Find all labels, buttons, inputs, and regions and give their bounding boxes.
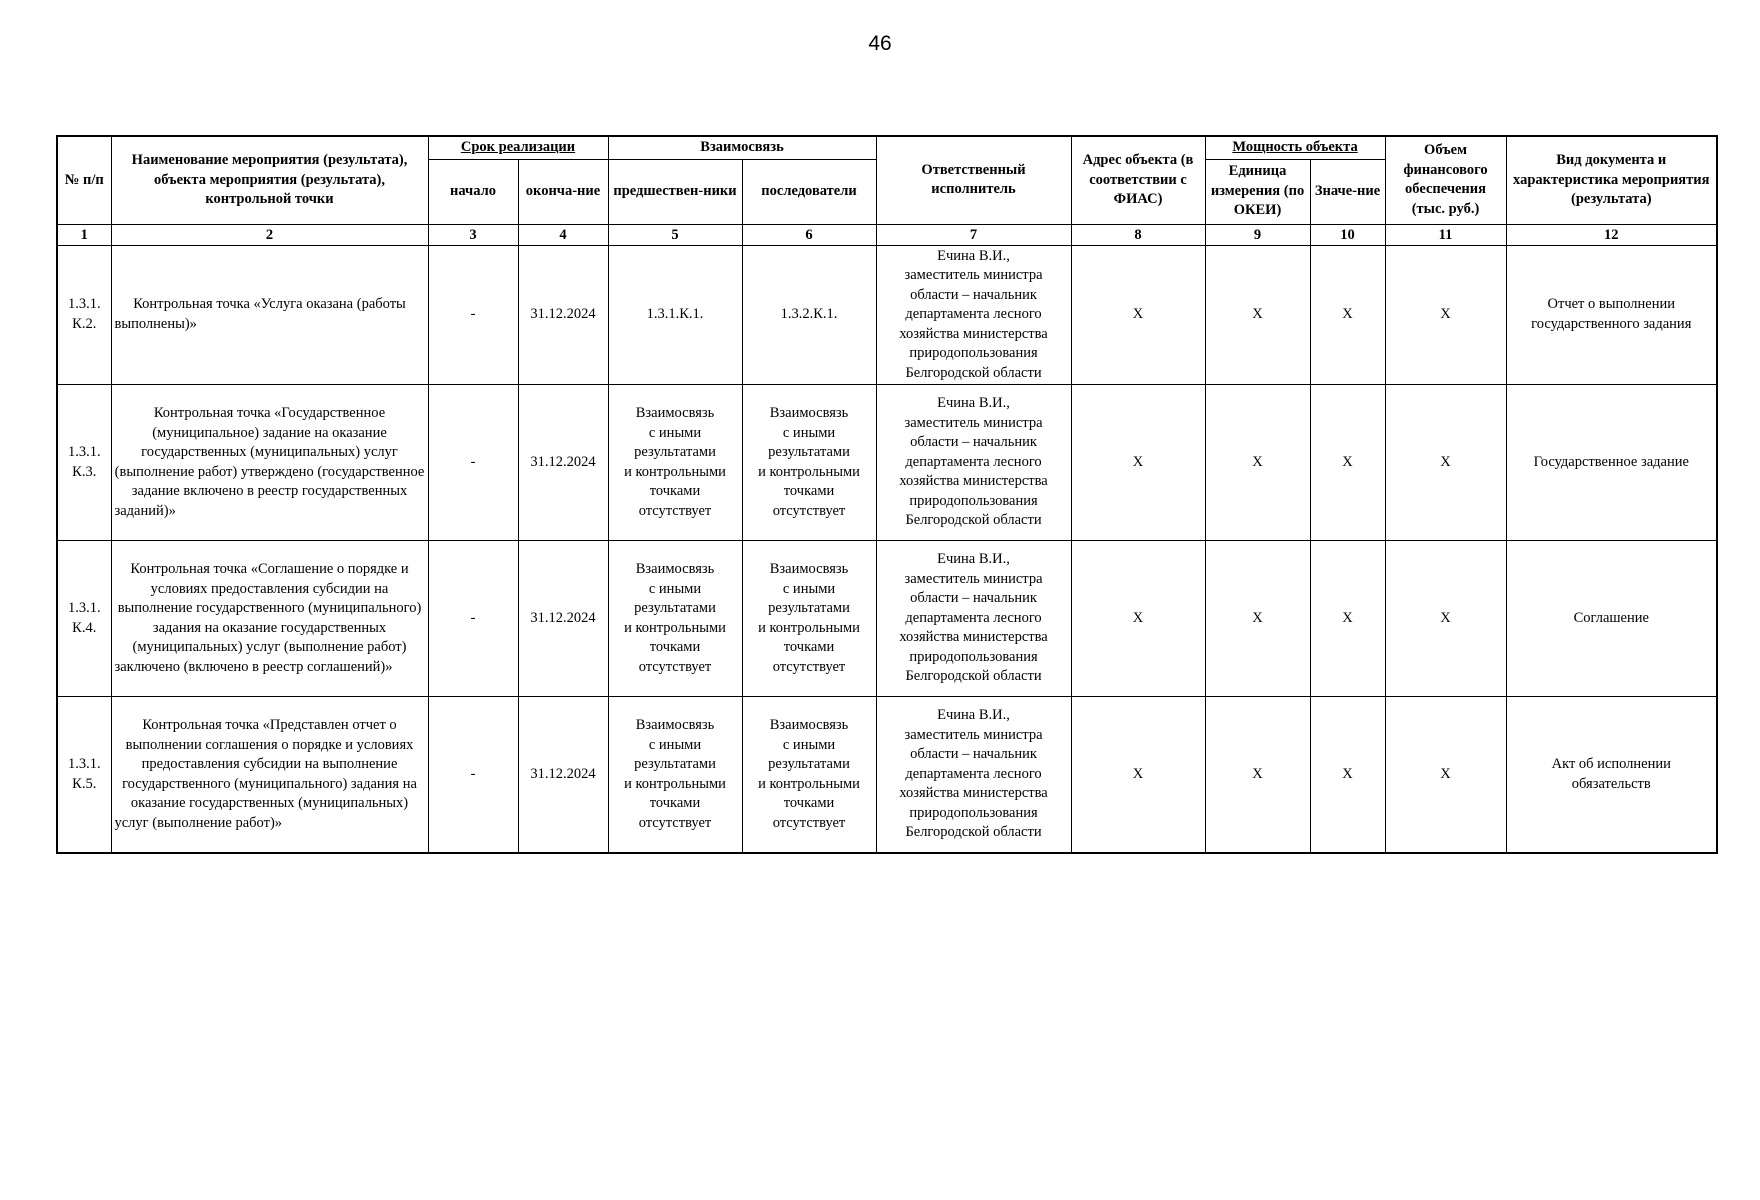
row-number: 1.3.1. К.3.: [57, 385, 111, 541]
row-address: Х: [1071, 697, 1205, 854]
row-number: 1.3.1. К.5.: [57, 697, 111, 854]
row-unit: Х: [1205, 245, 1310, 385]
row-address: Х: [1071, 385, 1205, 541]
row-start: -: [428, 541, 518, 697]
row-start: -: [428, 697, 518, 854]
header-capacity-group: [1205, 136, 1385, 159]
header-value: Значе-ние: [1310, 159, 1385, 224]
header-relation-group: Взаимосвязь: [608, 136, 876, 159]
column-number: 2: [111, 224, 428, 245]
row-document: Акт об исполнении обязательств: [1506, 697, 1717, 854]
row-address: Х: [1071, 541, 1205, 697]
table-row: [57, 245, 1717, 385]
header-finance: Объем финансового обеспечения (тыс. руб.): [1385, 136, 1506, 224]
row-number: 1.3.1. К.2.: [57, 245, 111, 385]
header-capacity-label: Мощность объекта: [1232, 139, 1358, 155]
implementation-plan-table: [56, 135, 1718, 854]
header-unit: Единица измерения (по ОКЕИ): [1205, 159, 1310, 224]
column-number: 10: [1310, 224, 1385, 245]
row-document: Соглашение: [1506, 541, 1717, 697]
header-num: № п/п: [57, 136, 111, 224]
header-period-label: Срок реализации: [460, 139, 576, 155]
row-value: Х: [1310, 245, 1385, 385]
header-name: Наименование мероприятия (результата), объекта мероприятия (результата), контрольной точки: [111, 136, 428, 224]
row-start: -: [428, 385, 518, 541]
row-unit: Х: [1205, 385, 1310, 541]
row-responsible: Ечина В.И., заместитель министра области – начальник департамента лесного хозяйства министерства природопользования Белгородской области: [876, 541, 1071, 697]
table-row: [57, 385, 1717, 541]
row-start: -: [428, 245, 518, 385]
row-successors: 1.3.2.К.1.: [742, 245, 876, 385]
row-finance: Х: [1385, 385, 1506, 541]
column-number: 11: [1385, 224, 1506, 245]
row-value: Х: [1310, 541, 1385, 697]
header-responsible: Ответственный исполнитель: [876, 136, 1071, 224]
column-number: 5: [608, 224, 742, 245]
row-successors: Взаимосвязь с иными результатами и контрольными точками отсутствует: [742, 697, 876, 854]
header-document: Вид документа и характеристика мероприятия (результата): [1506, 136, 1717, 224]
header-end: оконча-ние: [518, 159, 608, 224]
row-document: Государственное задание: [1506, 385, 1717, 541]
row-successors: Взаимосвязь с иными результатами и контрольными точками отсутствует: [742, 541, 876, 697]
row-predecessors: Взаимосвязь с иными результатами и контрольными точками отсутствует: [608, 385, 742, 541]
row-predecessors: Взаимосвязь с иными результатами и контрольными точками отсутствует: [608, 697, 742, 854]
row-end: 31.12.2024: [518, 245, 608, 385]
row-end: 31.12.2024: [518, 385, 608, 541]
row-name: Контрольная точка «Соглашение о порядке и условиях предоставления субсидии на выполнение государственного (муниципального) задания на оказание государственных (муниципальных) услуг (выполнение работ) заключено (включено в реестр соглашений)»: [111, 541, 428, 697]
row-predecessors: 1.3.1.К.1.: [608, 245, 742, 385]
row-responsible: Ечина В.И., заместитель министра области – начальник департамента лесного хозяйства министерства природопользования Белгородской области: [876, 245, 1071, 385]
row-finance: Х: [1385, 541, 1506, 697]
header-address: Адрес объекта (в соответствии с ФИАС): [1071, 136, 1205, 224]
row-end: 31.12.2024: [518, 697, 608, 854]
row-end: 31.12.2024: [518, 541, 608, 697]
column-number: 8: [1071, 224, 1205, 245]
row-predecessors: Взаимосвязь с иными результатами и контрольными точками отсутствует: [608, 541, 742, 697]
row-number: 1.3.1. К.4.: [57, 541, 111, 697]
column-number: 12: [1506, 224, 1717, 245]
column-number: 3: [428, 224, 518, 245]
page-number: 46: [868, 32, 892, 55]
row-responsible: Ечина В.И., заместитель министра области – начальник департамента лесного хозяйства министерства природопользования Белгородской области: [876, 697, 1071, 854]
row-finance: Х: [1385, 245, 1506, 385]
row-value: Х: [1310, 697, 1385, 854]
row-name: Контрольная точка «Представлен отчет о выполнении соглашения о порядке и условиях предоставления субсидии на выполнение государственного (муниципального) задания на оказание государственных (муниципальных) услуг (выполнение работ)»: [111, 697, 428, 854]
table-row: [57, 697, 1717, 854]
header-period-group: [428, 136, 608, 159]
column-number: 9: [1205, 224, 1310, 245]
row-name: Контрольная точка «Услуга оказана (работы выполнены)»: [111, 245, 428, 385]
header-successors: последователи: [742, 159, 876, 224]
header-start: начало: [428, 159, 518, 224]
row-finance: Х: [1385, 697, 1506, 854]
row-unit: Х: [1205, 697, 1310, 854]
column-number: 7: [876, 224, 1071, 245]
row-address: Х: [1071, 245, 1205, 385]
row-name: Контрольная точка «Государственное (муниципальное) задание на оказание государственных (муниципальных) услуг (выполнение работ) утверждено (государственное задание включено в реестр государственных заданий)»: [111, 385, 428, 541]
row-document: Отчет о выполнении государственного задания: [1506, 245, 1717, 385]
column-number: 4: [518, 224, 608, 245]
row-successors: Взаимосвязь с иными результатами и контрольными точками отсутствует: [742, 385, 876, 541]
row-unit: Х: [1205, 541, 1310, 697]
table-row: [57, 541, 1717, 697]
column-number: 1: [57, 224, 111, 245]
row-value: Х: [1310, 385, 1385, 541]
row-responsible: Ечина В.И., заместитель министра области – начальник департамента лесного хозяйства министерства природопользования Белгородской области: [876, 385, 1071, 541]
column-number: 6: [742, 224, 876, 245]
header-predecessors: предшествен-ники: [608, 159, 742, 224]
